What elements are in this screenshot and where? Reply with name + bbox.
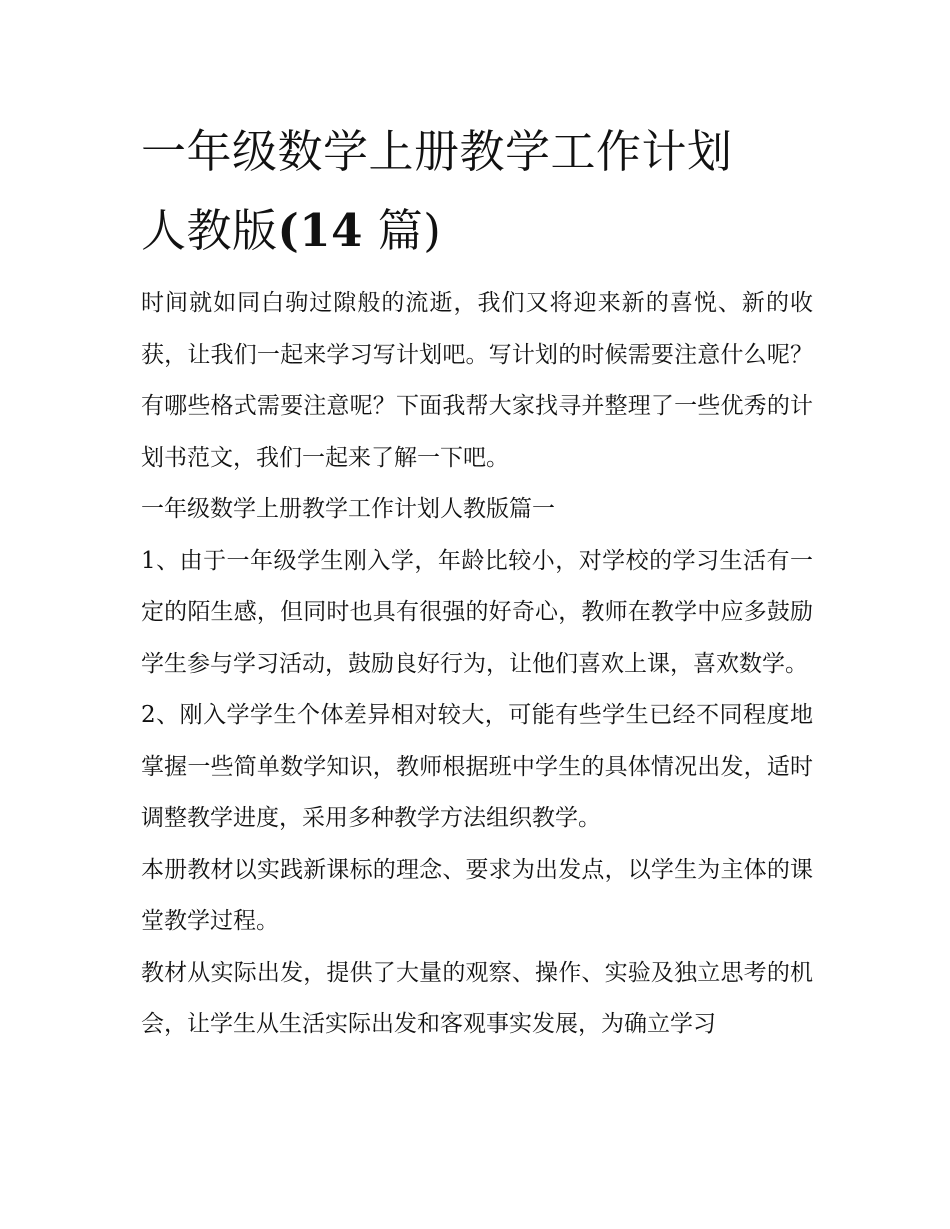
title-line-2-suffix: 篇) [362, 204, 442, 257]
paragraph-textbook: 本册教材以实践新课标的理念、要求为出发点，以学生为主体的课堂教学过程。 [141, 856, 813, 934]
paragraph-point-2: 2、刚入学学生个体差异相对较大，可能有些学生已经不同程度地掌握一些简单数学知识，教师根据班中学生的具体情况出发，适时调整教学进度，采用多种教学方法组织教学。 [141, 702, 813, 831]
section-heading: 一年级数学上册教学工作计划人教版篇一 [141, 496, 555, 522]
intro-paragraph: 时间就如同白驹过隙般的流逝，我们又将迎来新的喜悦、新的收获，让我们一起来学习写计划吧。写计划的时候需要注意什么呢？有哪些格式需要注意呢？下面我帮大家找寻并整理了一些优秀的计划书范文，我们一起来了解一下吧。 [141, 290, 813, 471]
title-line-2-prefix: 人教版 [141, 204, 278, 257]
paragraph-textbook-practice: 教材从实际出发，提供了大量的观察、操作、实验及独立思考的机会，让学生从生活实际出发和客观事实发展，为确立学习 [141, 959, 813, 1037]
document-content [141, 112, 813, 1051]
title-line-1: 一年级数学上册教学工作计划 [141, 125, 733, 178]
title-line-2-count: (14 [277, 204, 363, 257]
paragraph-point-1: 1、由于一年级学生刚入学，年龄比较小，对学校的学习生活有一定的陌生感，但同时也具有很强的好奇心，教师在教学中应多鼓励学生参与学习活动，鼓励良好行为，让他们喜欢上课，喜欢数学。 [141, 547, 813, 677]
document-body [141, 278, 813, 1051]
document-title [141, 112, 813, 270]
